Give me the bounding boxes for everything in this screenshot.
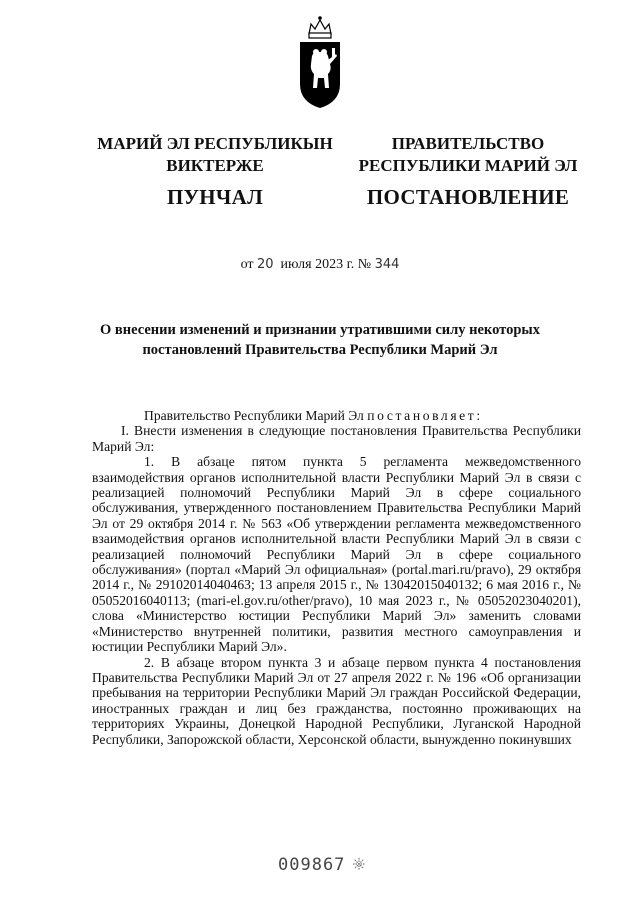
header-right-doc-type: ПОСТАНОВЛЕНИЕ	[366, 185, 570, 209]
item-1-2: 2. В абзаце втором пункта 3 и абзаце первом пункта 4 постановления Правительства Республики Марий Эл от 27 апреля 2022 г. № 196 «Об организации пребывания на территории Республики Марий Эл граждан Российской Федерации, иностранных граждан и лиц без гражданства, постоянно проживающих на территориях Украины, Донецкой Народной Республики, Луганской Народной Республики, Запорожской области, Херсонской области, вынужденно покинувших	[92, 654, 581, 747]
number-label: №	[357, 257, 372, 272]
asterisk-mark-icon	[352, 857, 366, 871]
title-line2: постановлений Правительства Республики Марий Эл	[142, 342, 498, 358]
item-1: I. Внести изменения в следующие постановления Правительства Республики Марий Эл:	[92, 423, 581, 454]
item-1-1: 1. В абзаце пятом пункта 5 регламента межведомственного взаимодействия органов исполнительной власти Республики Марий Эл в связи с реализацией полномочий Республики Марий Эл в сфере социального обслуживания, утвержденного постановлением Правительства Республики Марий Эл от 29 октября 2014 г. № 563 «Об утверждении регламента межведомственного взаимодействия органов исполнительной власти Республики Марий Эл в связи с реализацией полномочий Республики Марий Эл в сфере социального обслуживания» (портал «Марий Эл официальная» (portal.mari.ru/pravo), 29 октября 2014 г., № 29102014040463; 13 апреля 2015 г., № 13042015040132; 6 мая 2016 г., № 05052016040113; (mari-el.gov.ru/other/pravo), 10 мая 2023 г., № 05052023040201), слова «Министерство юстиции Республики Марий Эл» заменить словами «Министерство внутренней политики, развития местного самоуправления и юстиции Республики Марий Эл».	[92, 454, 581, 655]
coat-of-arms-icon	[296, 12, 344, 110]
date-day: 20	[257, 257, 274, 272]
preamble-resolves: постановляет:	[367, 408, 483, 423]
document-title	[60, 320, 580, 360]
document-body	[92, 408, 581, 747]
header-left	[92, 133, 338, 208]
date-month-year: июля 2023 г.	[280, 257, 355, 272]
title-line1: О внесении изменений и признании утратившими силу некоторых	[100, 322, 540, 338]
header-left-line2: ВИКТЕРЖЕ	[166, 156, 264, 175]
document-number: 344	[374, 257, 400, 272]
date-line	[0, 257, 640, 273]
header-left-doc-type: ПУНЧАЛ	[166, 185, 264, 209]
header-right-line1: ПРАВИТЕЛЬСТВО	[391, 134, 545, 153]
header-left-line1: МАРИЙ ЭЛ РЕСПУБЛИКЫН	[97, 134, 333, 153]
preamble-text: Правительство Республики Марий Эл	[144, 408, 368, 423]
header-right-line2: РЕСПУБЛИКИ МАРИЙ ЭЛ	[358, 156, 578, 175]
header-right	[355, 133, 581, 208]
preamble	[92, 408, 581, 423]
date-prefix: от	[240, 257, 254, 272]
serial-number: 009867	[278, 855, 346, 875]
